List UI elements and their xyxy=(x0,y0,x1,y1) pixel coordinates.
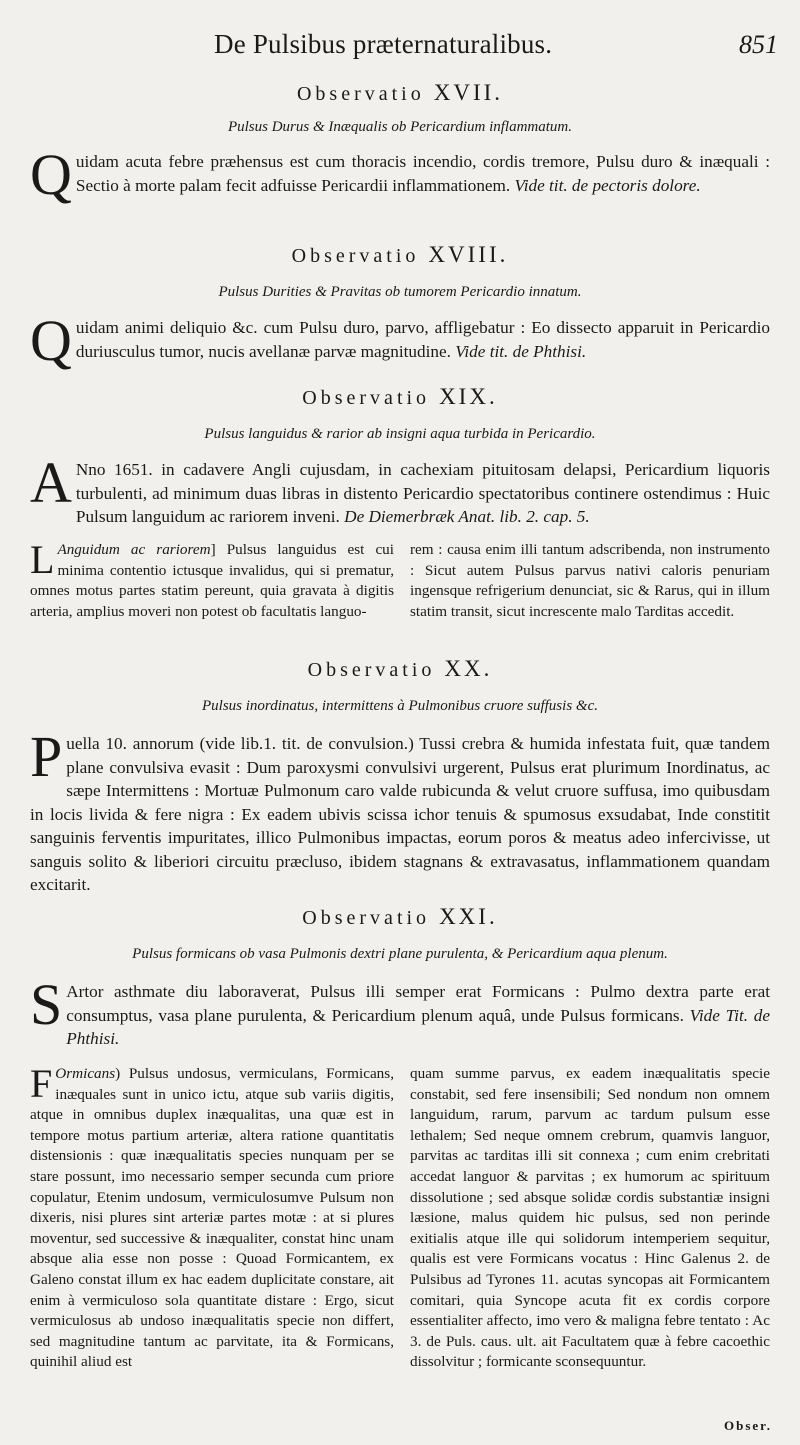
drop-cap: Q xyxy=(30,142,72,207)
drop-cap: F xyxy=(30,1061,53,1106)
observation-body: uella 10. annorum (vide lib.1. tit. de convulsion.) Tussi crebra & humida infestata fuit, quæ tandem plane convulsiva evasit : Dum paroxysmi convulsivi urgerent, Pulsus erat plurimum Inordinatus, ac sæpe Intermittens : Mortuæ Pulmonum caro valde rubicunda & velut cruore suffusa, imo quibusdam in locis livida & fere nigra : Ex eadem ubivis scissa ichor tenuis & spumosus exsudabat, Inde constitit sanguinis ferventis impuritates, illico Pulmonibus impactas, eorum poros & meatus adeo infercivisse, ut sanguis solito & liberiori circuitu præcluso, ibidem stagnans & extravasatus, inflammationem quandam excitarit. xyxy=(30,734,770,894)
cross-reference: Vide tit. de pectoris dolore. xyxy=(514,175,701,195)
observation-body: Nno 1651. in cadavere Angli cujusdam, in cachexiam pituitosam delapsi, Pericardium liquoris turbulenti, ad minimum duas libras in distento Pericardio spectatoribus continere ostendimus : Huic Pulsum languidum ac rariorem inveni. xyxy=(75,460,770,526)
drop-cap: L xyxy=(30,537,55,582)
observation-label: Observatio xyxy=(296,83,425,105)
observation-text xyxy=(30,450,770,529)
commentary-right-column: quam summe parvus, ex eadem inæqualitatis specie constabit, sed fere insensibili; Sed nondum non omnem languidum, rarum, parvum ac tardum pulsum esse lethalem; Sed neque omnem crebrum, quamvis languor, parvitas ac tarditas illi sit connexa ; cum enim crebritati accedat languor & parvitas ; ex humorum ac spirituum dissolutione ; sed absque solidæ cordis substantiæ insigni læsione, malus quidem hic pulsus, sed non perinde exitialis atque ille qui solidorum intemperiem sequitur, qualis est vere Formicans vocatus : Hinc Galenus 2. de Pulsibus ad Tyrones 11. acutas syncopas ait Formicantem comitari, quia Syncope acuta fit ex cordis corpore essentialiter affecto, imo vero & maligna febre tentato : Ac 3. de Puls. caus. ult. ait Facultatem quæ à febre cacoethic dissolvitur ; formicante sconsequuntur. xyxy=(410,1065,770,1371)
observation-heading xyxy=(0,384,800,411)
cross-reference: Vide Tit. de Phthisi. xyxy=(66,1005,771,1048)
observation-text xyxy=(30,724,770,897)
observation-body: Artor asthmate diu laboraverat, Pulsus illi semper erat Formicans : Pulmo dextra parte erat consumptus, vasa plane purulenta, & Pericardium plenum aquâ, unde Pulsus formicans. xyxy=(66,982,770,1025)
observation-subtitle: Pulsus Durus & Inæqualis ob Pericardium inflammatum. xyxy=(227,119,573,135)
cross-reference: De Diemerbræk Anat. lib. 2. cap. 5. xyxy=(344,507,590,526)
observation-subtitle: Pulsus languidus & rarior ab insigni aqua turbida in Pericardio. xyxy=(204,426,596,442)
observation-heading xyxy=(0,242,800,269)
running-head xyxy=(0,28,800,64)
commentary-left-column xyxy=(30,537,394,622)
running-title: De Pulsibus præternaturalibus. xyxy=(214,29,553,59)
drop-cap: A xyxy=(30,450,72,515)
observation-subtitle: Pulsus Durities & Pravitas ob tumorem Pericardio innatum. xyxy=(218,284,582,300)
commentary-text: ] Pulsus languidus est cui minima contentio ictusque invalidus, qui si prematur, omnes motus partes statim pereunt, quia gravata à digitis arteria, amplius moveri non potest ob facultatis languo- xyxy=(30,541,394,620)
observation-heading xyxy=(0,80,800,107)
observation-label: Observatio xyxy=(302,387,431,409)
commentary-left-column xyxy=(30,1061,394,1373)
observation-text xyxy=(30,142,770,207)
commentary-lemma: Ormicans xyxy=(55,1065,116,1082)
observation-subtitle: Pulsus inordinatus, intermittens à Pulmonibus cruore suffusis &c. xyxy=(202,698,598,714)
observation-number: XVIII. xyxy=(428,242,509,267)
observation-number: XIX. xyxy=(439,384,498,409)
drop-cap: S xyxy=(30,972,63,1037)
observation-body: uidam animi deliquio &c. cum Pulsu duro, parvo, affligebatur : Eo dissecto apparuit in Pericardio duriusculus tumor, nucis avellanæ parvæ magnitudine. xyxy=(75,318,770,361)
observation-label: Observatio xyxy=(307,659,436,681)
observation-heading xyxy=(0,656,800,683)
observation-subtitle: Pulsus formicans ob vasa Pulmonis dextri plane purulenta, & Pericardium aqua plenum. xyxy=(132,946,668,962)
drop-cap: Q xyxy=(30,308,72,373)
commentary-text: ) Pulsus undosus, vermiculans, Formicans, inæquales sunt in unico ictu, atque sub variis digitis, atque in omnibus duplex inæqualitas, una quæ est in tempore motus partium arteriæ, altera ratione quantitatis distensionis : quæ inæqualitatis species nunquam per se stare possunt, imo necessario semper secunda cum priore copulatur, Etenim undosum, vermiculosumve Pulsum non dixeris, nisi plures sint arteriæ partes motæ : at si plures moventur, sed successive & inæqualiter, constat hinc unam absque alia esse non posse : Quoad Formicantem, ex Galeno constat illum ex hac eadem duplicitate constare, ait enim à vermiculoso sola quantitate distare : Ergo, sicut vermiculosus ab undoso inæqualitatis specie non differt, sed magnitudine tantum ac parvitate, ita & Formicans, quinihil aliud est xyxy=(30,1065,394,1371)
page-number: 851 xyxy=(739,30,778,59)
observation-text xyxy=(30,972,771,1051)
observation-text xyxy=(30,308,770,373)
catchword: Obser. xyxy=(724,1418,772,1433)
cross-reference: Vide tit. de Phthisi. xyxy=(455,341,587,361)
drop-cap: P xyxy=(30,724,63,789)
commentary-right-column: rem : causa enim illi tantum adscribenda, non instrumento : Sicut autem Pulsus parvus nativi caloris penuriam ingensque refrigerium denunciat, sic & Rarus, qui in illum statim transit, sicut increscente malo Tarditas accedit. xyxy=(410,541,770,620)
commentary-lemma: Anguidum ac rariorem xyxy=(57,541,211,558)
observation-label: Observatio xyxy=(302,907,431,929)
observation-number: XXI. xyxy=(439,904,498,929)
observation-number: XX. xyxy=(444,656,493,681)
observation-heading xyxy=(0,904,800,931)
observation-number: XVII. xyxy=(433,80,504,105)
observation-body: uidam acuta febre præhensus est cum thoracis incendio, cordis tremore, Pulsu duro & inæquali : Sectio à morte palam fecit adfuisse Pericardii inflammationem. xyxy=(75,152,770,195)
observation-label: Observatio xyxy=(291,245,420,267)
